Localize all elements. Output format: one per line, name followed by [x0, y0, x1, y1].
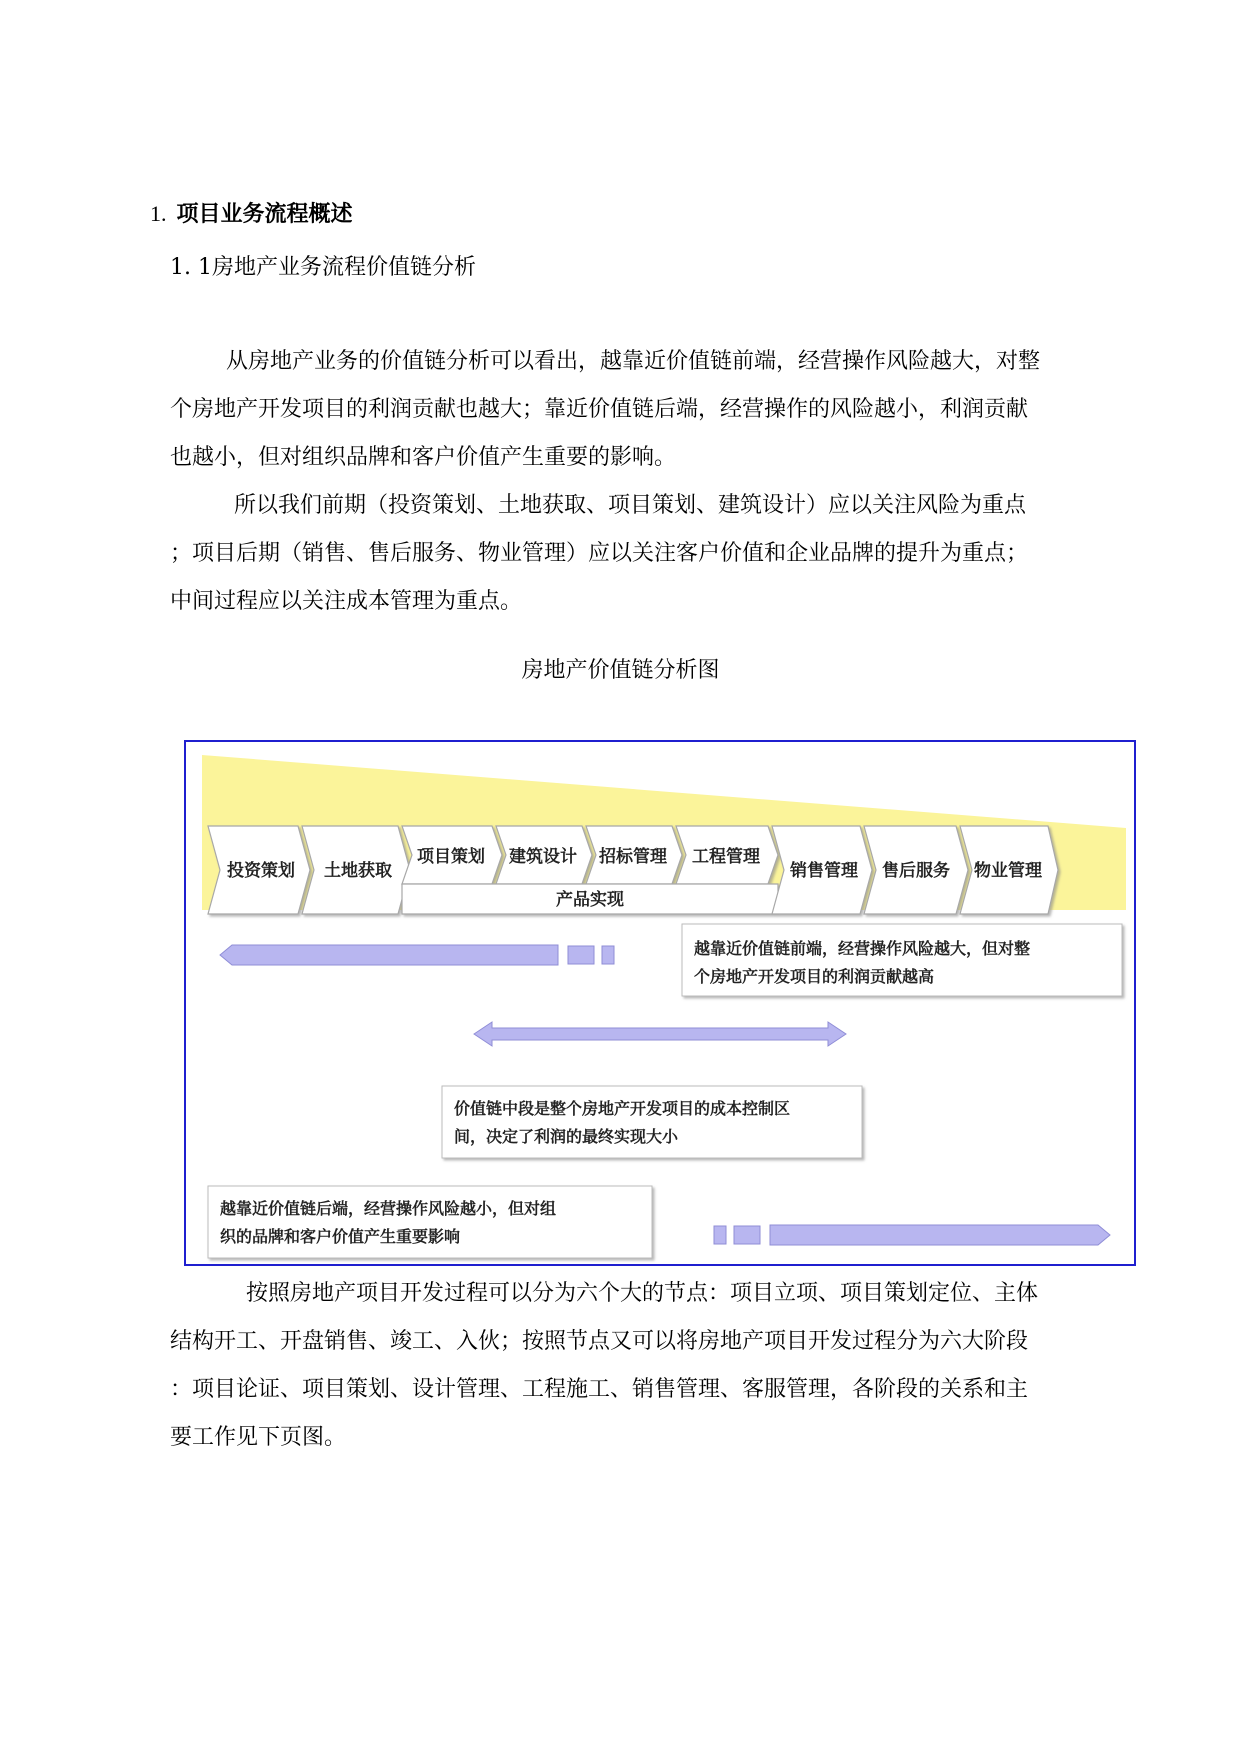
subsection-heading: 1. 1房地产业务流程价值链分析 — [170, 255, 476, 280]
back-note-box — [208, 1186, 652, 1258]
paragraph-line: 所以我们前期（投资策划、土地获取、项目策划、建筑设计）应以关注风险为重点 — [234, 493, 1027, 518]
chain-step-label: 销售管理 — [790, 861, 858, 881]
middle-note-line: 间，决定了利润的最终实现大小 — [454, 1127, 679, 1146]
paragraph-value-chain-intro — [170, 338, 1150, 482]
paragraph-line: 也越小，但对组织品牌和客户价值产生重要的影响。 — [170, 445, 677, 470]
paragraph-line: 结构开工、开盘销售、竣工、入伙；按照节点又可以将房地产项目开发过程分为六大阶段 — [170, 1329, 1029, 1354]
chain-step-label: 售后服务 — [882, 861, 950, 881]
chain-step-label: 工程管理 — [692, 847, 760, 867]
chain-step-label: 土地获取 — [324, 861, 392, 881]
chain-step-label: 建筑设计 — [509, 847, 577, 867]
middle-note-line: 价值链中段是整个房地产开发项目的成本控制区 — [454, 1099, 791, 1118]
paragraph-focus — [170, 482, 1150, 626]
chain-step-label: 项目策划 — [417, 847, 485, 867]
paragraph-line: 从房地产业务的价值链分析可以看出，越靠近价值链前端，经营操作风险越大，对整 — [226, 349, 1041, 374]
back-note-line: 越靠近价值链后端，经营操作风险越小，但对组 — [220, 1199, 557, 1218]
chain-step-label: 投资策划 — [227, 861, 295, 881]
middle-note-box — [442, 1086, 862, 1158]
back-arrow — [770, 1225, 1110, 1245]
value-chain-diagram — [186, 742, 1134, 1264]
section-title: 项目业务流程概述 — [176, 201, 353, 227]
front-note-line: 越靠近价值链前端，经营操作风险越大，但对整 — [694, 939, 1031, 958]
figure-caption: 房地产价值链分析图 — [521, 658, 720, 683]
front-arrow-dot — [602, 946, 614, 964]
paragraph-development-stages — [170, 1270, 1150, 1462]
section-number: 1. — [150, 201, 167, 226]
paragraph-line: ；项目后期（销售、售后服务、物业管理）应以关注客户价值和企业品牌的提升为重点； — [170, 541, 1029, 566]
paragraph-line: 要工作见下页图。 — [170, 1425, 347, 1450]
value-chain-figure — [184, 740, 1136, 1266]
back-note-line: 织的品牌和客户价值产生重要影响 — [220, 1227, 461, 1246]
chain-step-label: 物业管理 — [974, 861, 1042, 881]
front-arrow-dash — [568, 946, 594, 964]
front-note-line: 个房地产开发项目的利润贡献越高 — [694, 967, 935, 986]
paragraph-line: 个房地产开发项目的利润贡献也越大；靠近价值链后端，经营操作的风险越小，利润贡献 — [170, 397, 1029, 422]
paragraph-line: 按照房地产项目开发过程可以分为六个大的节点：项目立项、项目策划定位、主体 — [246, 1281, 1039, 1306]
back-arrow-dot — [714, 1226, 726, 1244]
paragraph-line: 中间过程应以关注成本管理为重点。 — [170, 589, 523, 614]
front-arrow — [220, 945, 558, 965]
middle-double-arrow — [474, 1022, 846, 1046]
back-arrow-dash — [734, 1226, 760, 1244]
paragraph-line: ：项目论证、项目策划、设计管理、工程施工、销售管理、客服管理，各阶段的关系和主 — [170, 1377, 1029, 1402]
chain-step-label: 招标管理 — [599, 847, 667, 867]
section-heading — [150, 197, 353, 228]
product-realization-label: 产品实现 — [556, 890, 624, 910]
